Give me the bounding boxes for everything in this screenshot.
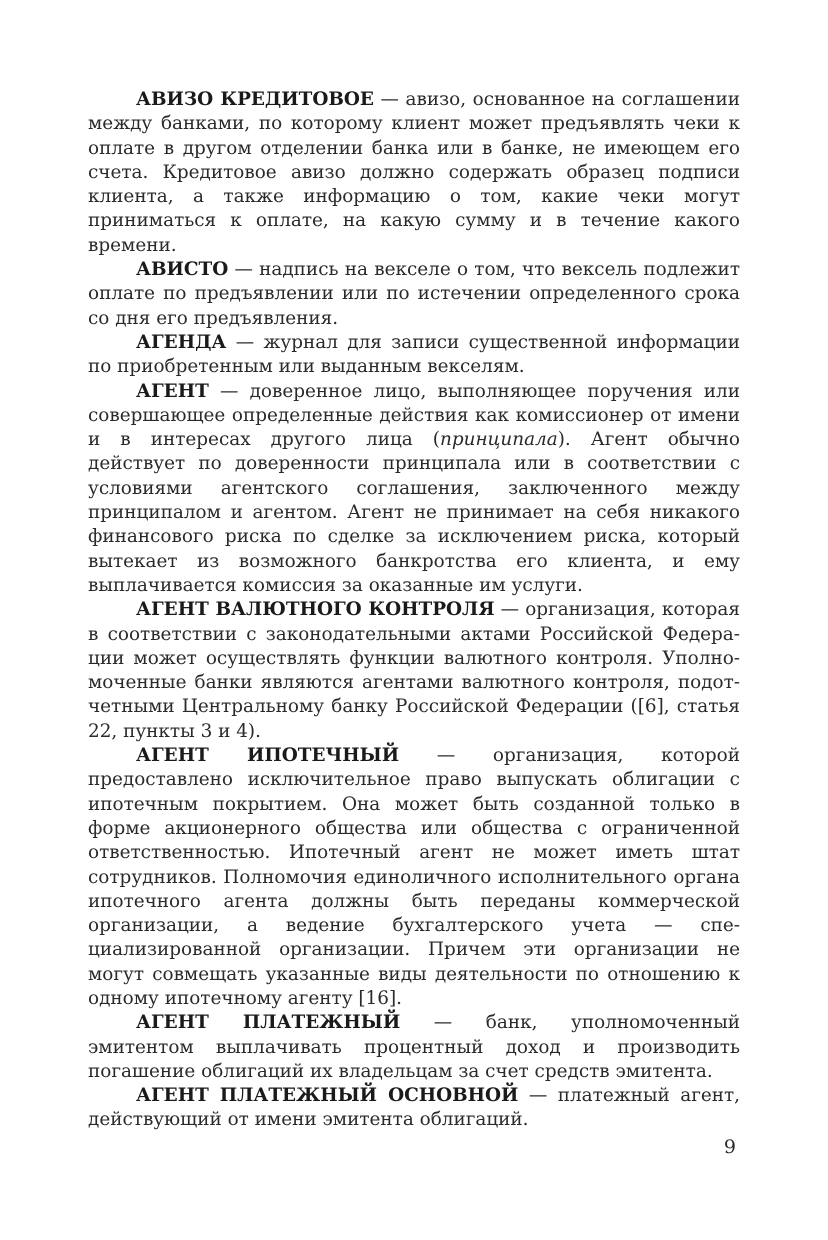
page-number: 9 xyxy=(723,1136,736,1158)
entry-agent-platezhnyy-osnovnoy xyxy=(88,1084,740,1133)
entry-term: АГЕНТ ВАЛЮТНОГО КОНТРОЛЯ xyxy=(136,599,495,621)
entry-agent xyxy=(88,380,740,599)
entry-definition-italic: принципала xyxy=(439,429,558,451)
entry-term: АВИЗО КРЕДИТОВОЕ xyxy=(136,89,374,110)
entry-avisto xyxy=(88,258,740,331)
entry-term: АГЕНТ ПЛАТЕЖНЫЙ ОСНОВНОЙ xyxy=(136,1085,519,1107)
entry-agent-platezhnyy xyxy=(88,1011,740,1084)
entry-term: АГЕНДА xyxy=(136,331,227,353)
entry-term: АГЕНТ ПЛАТЕЖНЫЙ xyxy=(136,1012,401,1034)
entry-agenda xyxy=(88,331,740,380)
entry-term: АВИСТО xyxy=(136,259,229,281)
entry-definition: — надпись на векселе о том, что вексель подлежит оплате по предъявлении или по истечении определенного срока со дня его предъявления. xyxy=(88,259,740,329)
entry-definition: — авизо, основанное на соглашении между банками, по которому клиент может предъявлять чеки к оплате в другом отделении банка или в банке, не имеющем его счета. Кредитовое авизо должно содержать образец подписи клиента, а также информацию о том, какие чеки могут приниматься к оплате, на какую сумму и в течение какого времени. xyxy=(88,89,740,256)
entry-definition: — организация, которая в соответствии с законодательными актами Российской Федерации может осуществлять функции валютного контроля. Уполномоченные банки являются агентами валютного контроля, подотчетными Центральному банку Российской Федерации ([6], статья 22, пункты 3 и 4). xyxy=(88,599,740,742)
entry-definition: — платежный агент, действующий от имени эмитента облигаций. xyxy=(88,1085,740,1131)
entry-definition: — организация, которой предоставлено исключительное право выпускать облигации с ипотечным покрытием. Она может быть созданной только в форме акционерного общества или общества с ограниченной ответственностью. Ипотечный агент не может иметь штат сотрудников. Полномочия единоличного исполнительного органа ипотечного агента должны быть переданы коммерческой организации, а ведение бухгалтерского учета — специализированной организации. Причем эти организации не могут совмещать указанные виды деятельности по отношению к одному ипотечному агенту [16]. xyxy=(88,745,740,1009)
entry-definition-part: — доверенное лицо, выполняющее поручения или совершающее определенные действия как комиссионер от имени и в интересах другого лица ( xyxy=(88,380,740,451)
entry-term: АГЕНТ ИПОТЕЧНЫЙ xyxy=(136,745,400,767)
entry-definition: — банк, уполномоченный эмитентом выплачивать процентный доход и производить погашение облигаций их владельцам за счет средств эмитента. xyxy=(88,1012,740,1082)
entry-definition-part: ). Агент обычно действует по доверенности принципала или в соответствии с условиями агентского соглашения, заключенного между принципалом и агентом. Агент не принимает на себя никакого финансового риска по сделке за исключением риска, который вытекает из возможного банкротства его клиента, и ему выплачивается комиссия за оказанные им услуги. xyxy=(88,429,740,596)
entry-agent-ipotechnyy xyxy=(88,744,740,1011)
entry-definition: — журнал для записи существенной информации по приобретенным или выданным векселям. xyxy=(88,331,740,378)
entry-aviso-kreditovoe xyxy=(88,88,740,258)
entry-term: АГЕНТ xyxy=(136,380,209,402)
entry-agent-valyutnogo-kontrolya xyxy=(88,598,740,744)
